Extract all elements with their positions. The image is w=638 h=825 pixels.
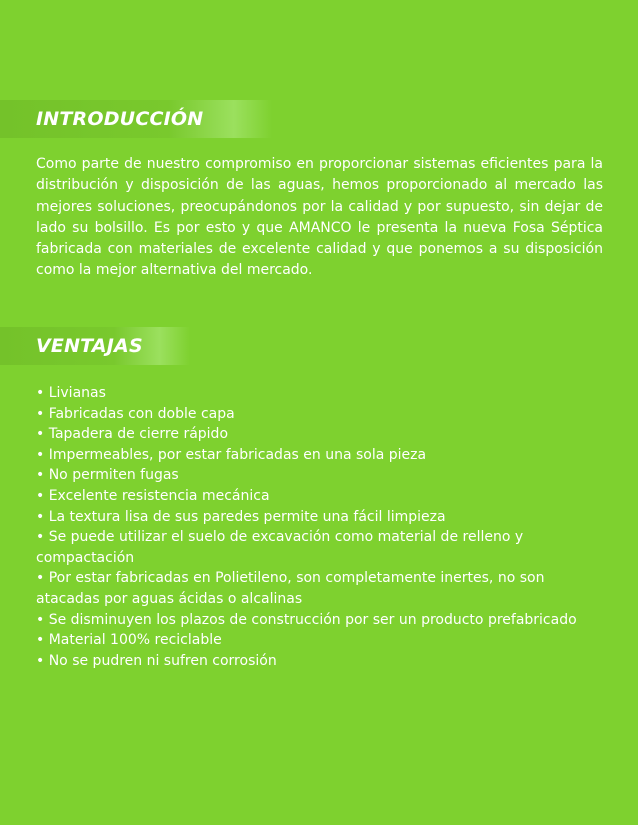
ventajas-section-header bbox=[0, 327, 190, 365]
list-item: • Livianas bbox=[36, 385, 106, 401]
list-item: • Impermeables, por estar fabricadas en una sola pieza bbox=[36, 446, 427, 463]
intro-section-header bbox=[0, 100, 272, 138]
list-item: • La textura lisa de sus paredes permite una fácil limpieza bbox=[36, 508, 446, 525]
list-item: • Material 100% reciclable bbox=[36, 632, 222, 649]
ventajas-list bbox=[36, 383, 596, 671]
ventajas-title: VENTAJAS bbox=[36, 335, 143, 357]
list-item: • Se puede utilizar el suelo de excavación como material de relleno y compactación bbox=[36, 529, 524, 566]
intro-title: INTRODUCCIÓN bbox=[36, 108, 204, 130]
list-item: • No permiten fugas bbox=[36, 467, 179, 484]
intro-paragraph: Como parte de nuestro compromiso en proporcionar sistemas eficientes para la distribución y disposición de las aguas, hemos proporcionado al mercado las mejores soluciones, preocupándonos por la calidad y por supuesto, sin dejar de lado su bolsillo. Es por esto y que AMANCO le presenta la nueva Fosa Séptica fabricada con materiales de excelente calidad y que ponemos a su disposición como la mejor alternativa del mercado. bbox=[36, 156, 603, 279]
list-item: • Excelente resistencia mecánica bbox=[36, 487, 270, 504]
list-item: • Fabricadas con doble capa bbox=[36, 405, 235, 422]
list-item: • Se disminuyen los plazos de construcción por ser un producto prefabricado bbox=[36, 611, 577, 628]
list-item: • Por estar fabricadas en Polietileno, son completamente inertes, no son atacadas por aguas ácidas o alcalinas bbox=[36, 570, 545, 607]
list-item: • Tapadera de cierre rápido bbox=[36, 426, 229, 443]
list-item: • No se pudren ni sufren corrosión bbox=[36, 652, 277, 669]
